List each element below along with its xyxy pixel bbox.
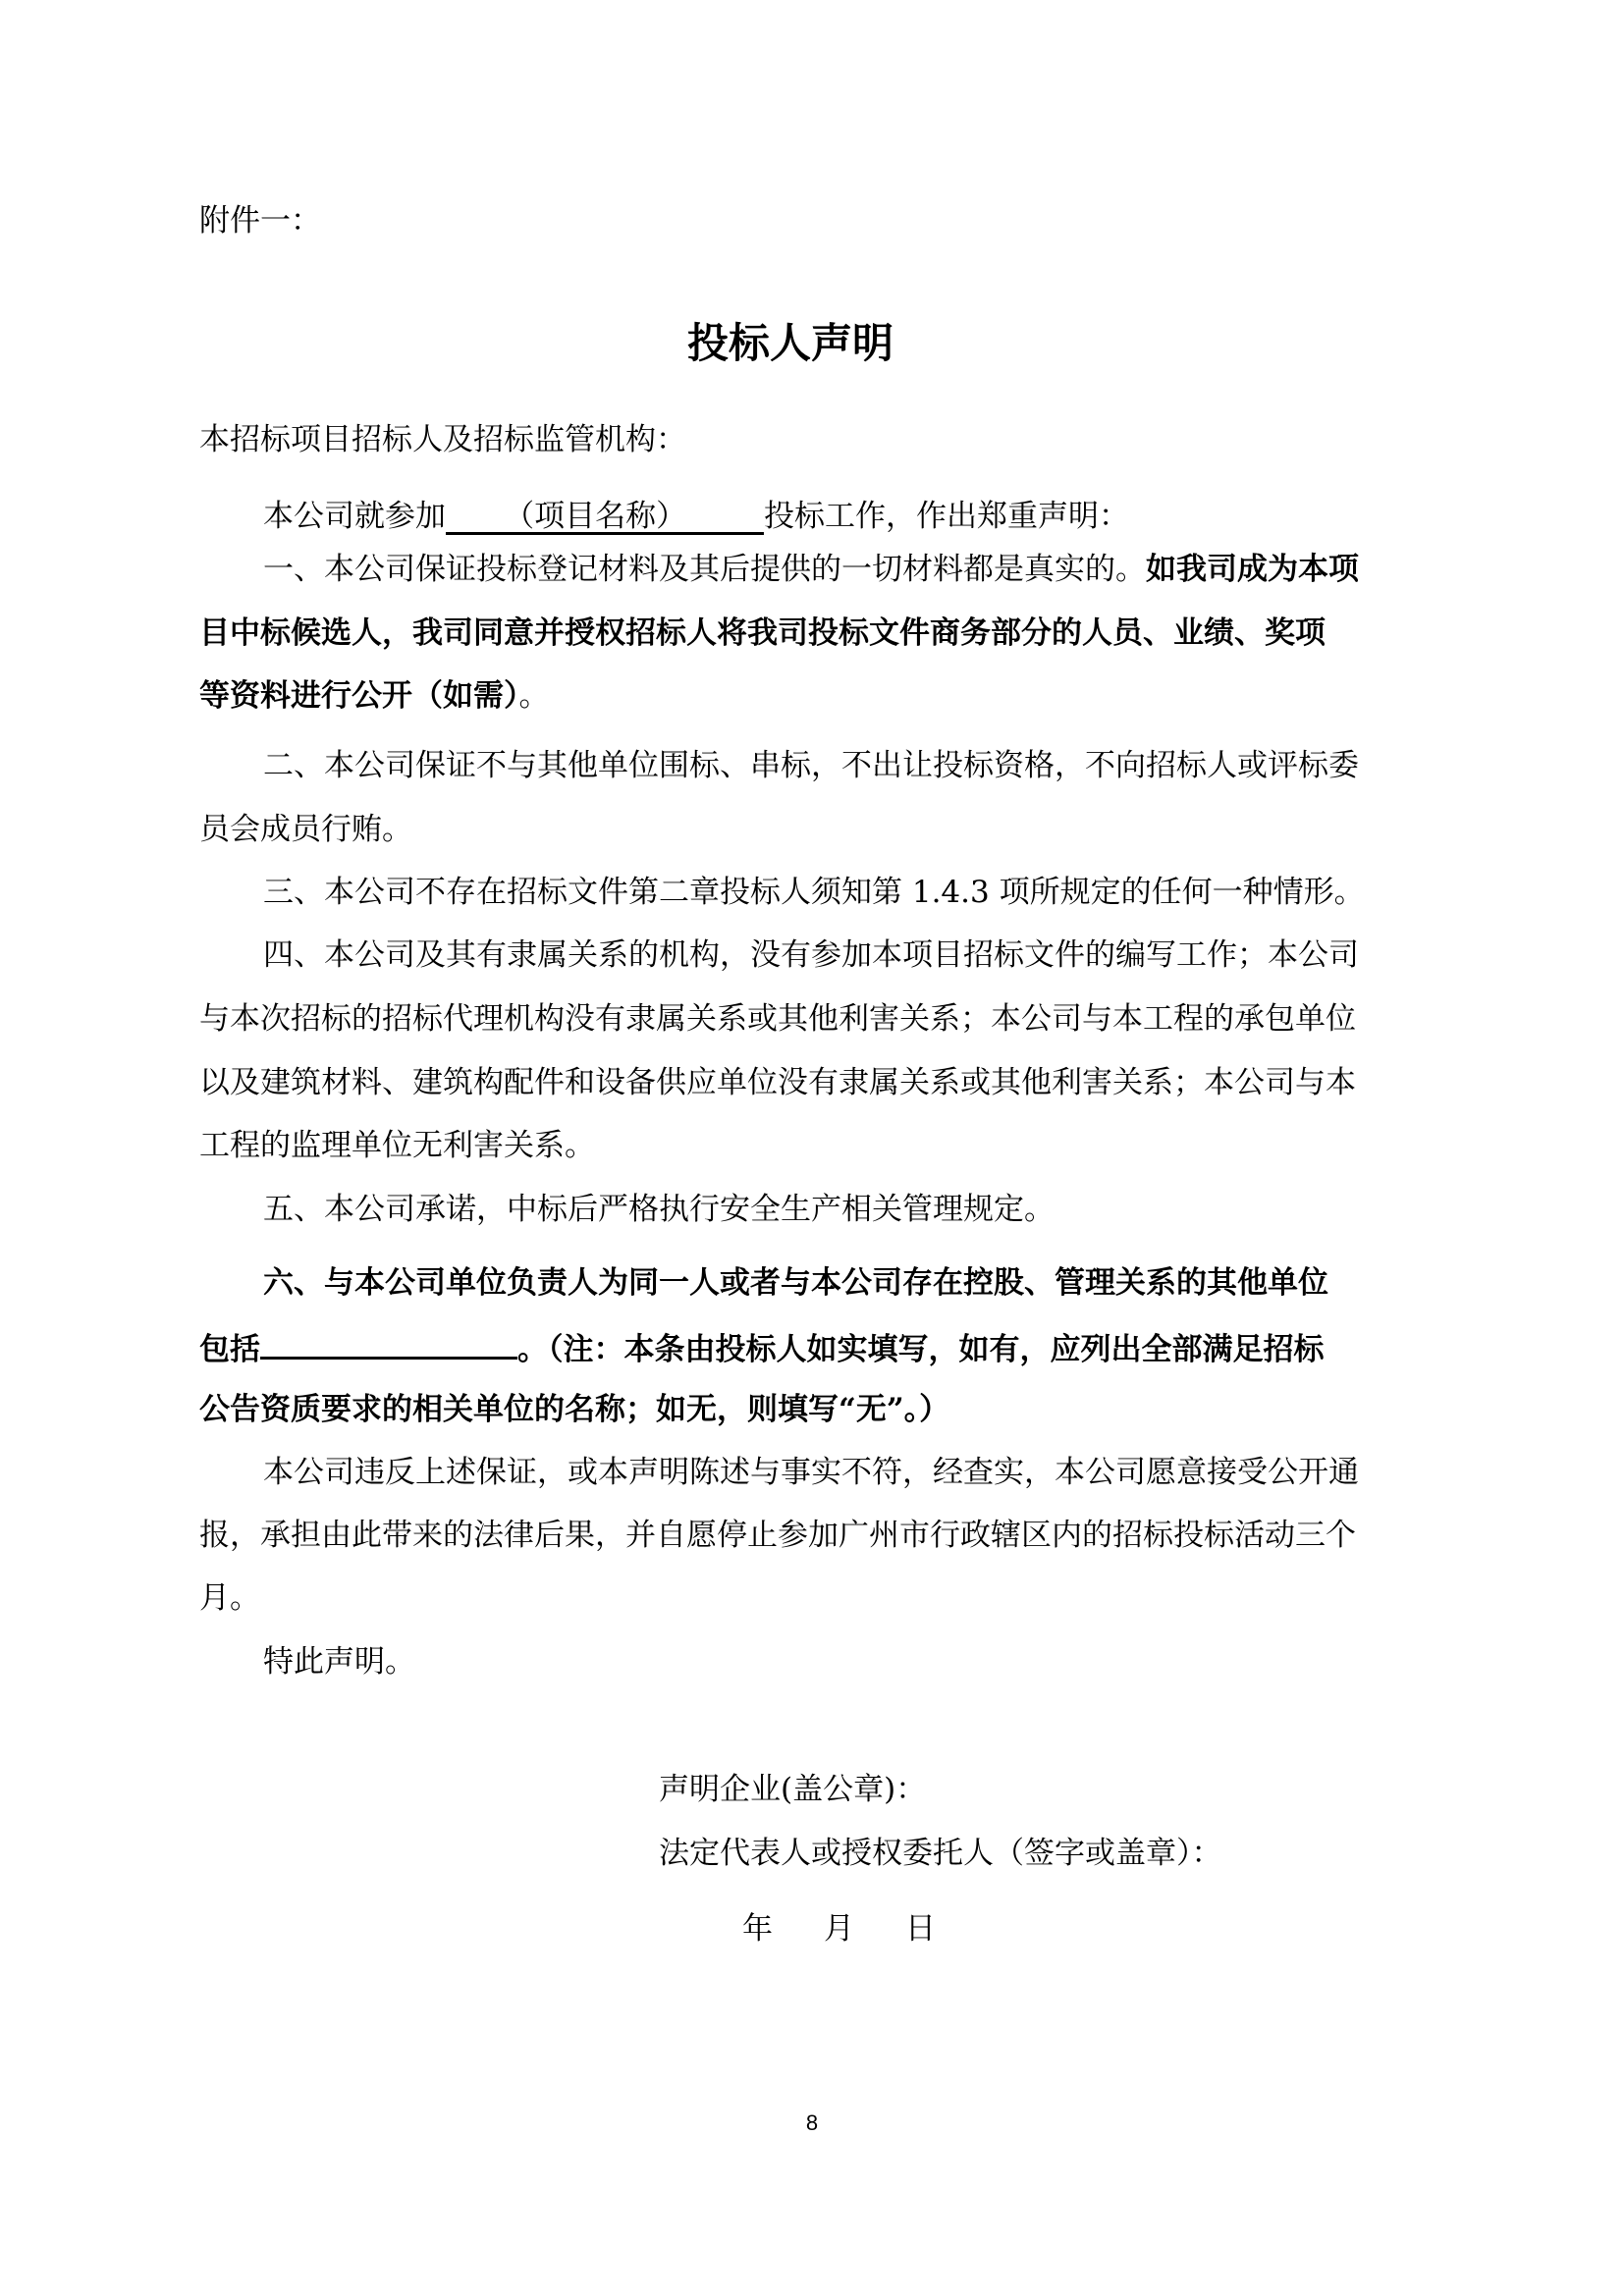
signature-day: 日 [905,1911,936,1947]
item6-line2 [199,1327,1436,1369]
item2-line1: 二、本公司保证不与其他单位围标、串标，不出让投标资格，不向招标人或评标委 [263,748,1359,783]
attachment-label: 附件一： [199,203,321,239]
item6-line3: 公告资质要求的相关单位的名称；如无，则填写“无”。） [199,1392,950,1427]
project-name-blank: （项目名称） [446,499,764,534]
item1-line3 [199,676,1436,716]
signature-year: 年 [742,1911,773,1947]
item5-line1: 五、本公司承诺，中标后严格执行安全生产相关管理规定。 [263,1192,1055,1227]
closing-line3: 月。 [199,1580,260,1616]
intro-suffix: 投标工作，作出郑重声明： [763,499,1129,534]
item4-line1: 四、本公司及其有隶属关系的机构，没有参加本项目招标文件的编写工作；本公司 [263,937,1359,973]
item1-line2: 目中标候选人，我司同意并授权招标人将我司投标文件商务部分的人员、业绩、奖项 [199,615,1326,651]
item6-line2-suffix: 。（注：本条由投标人如实填写，如有，应列出全部满足招标 [517,1332,1325,1367]
item1-line1-bold: 如我司成为本项 [1146,552,1359,587]
page-number: 8 [805,2110,819,2135]
affiliated-units-blank [260,1327,517,1360]
closing-line2: 报，承担由此带来的法律后果，并自愿停止参加广州市行政辖区内的招标投标活动三个 [199,1518,1356,1553]
addressee: 本招标项目招标人及招标监管机构： [199,422,686,457]
item6-line2-prefix: 包括 [199,1332,260,1367]
signature-representative: 法定代表人或授权委托人（签字或盖章）： [659,1836,1222,1871]
item4-line4: 工程的监理单位无利害关系。 [199,1128,595,1163]
item3-line1: 三、本公司不存在招标文件第二章投标人须知第 1.4.3 项所规定的任何一种情形。 [263,875,1365,910]
item1-line3-end: 。 [518,678,550,714]
document-title: 投标人声明 [686,319,893,367]
item1-line1 [263,550,1500,589]
special-statement: 特此声明。 [263,1644,415,1680]
item2-line2: 员会成员行贿。 [199,812,412,847]
item4-line2: 与本次招标的招标代理机构没有隶属关系或其他利害关系；本公司与本工程的承包单位 [199,1001,1356,1037]
intro-paragraph [263,497,1500,536]
item1-line1-normal: 一、本公司保证投标登记材料及其后提供的一切材料都是真实的。 [263,552,1146,587]
signature-month: 月 [824,1911,854,1947]
item6-line1: 六、与本公司单位负责人为同一人或者与本公司存在控股、管理关系的其他单位 [263,1265,1328,1301]
item1-line3-bold: 等资料进行公开（如需） [199,678,519,714]
intro-prefix: 本公司就参加 [263,499,446,534]
item4-line3: 以及建筑材料、建筑构配件和设备供应单位没有隶属关系或其他利害关系；本公司与本 [199,1065,1356,1100]
signature-company: 声明企业(盖公章)： [659,1772,927,1807]
closing-line1: 本公司违反上述保证，或本声明陈述与事实不符，经查实，本公司愿意接受公开通 [263,1455,1359,1490]
